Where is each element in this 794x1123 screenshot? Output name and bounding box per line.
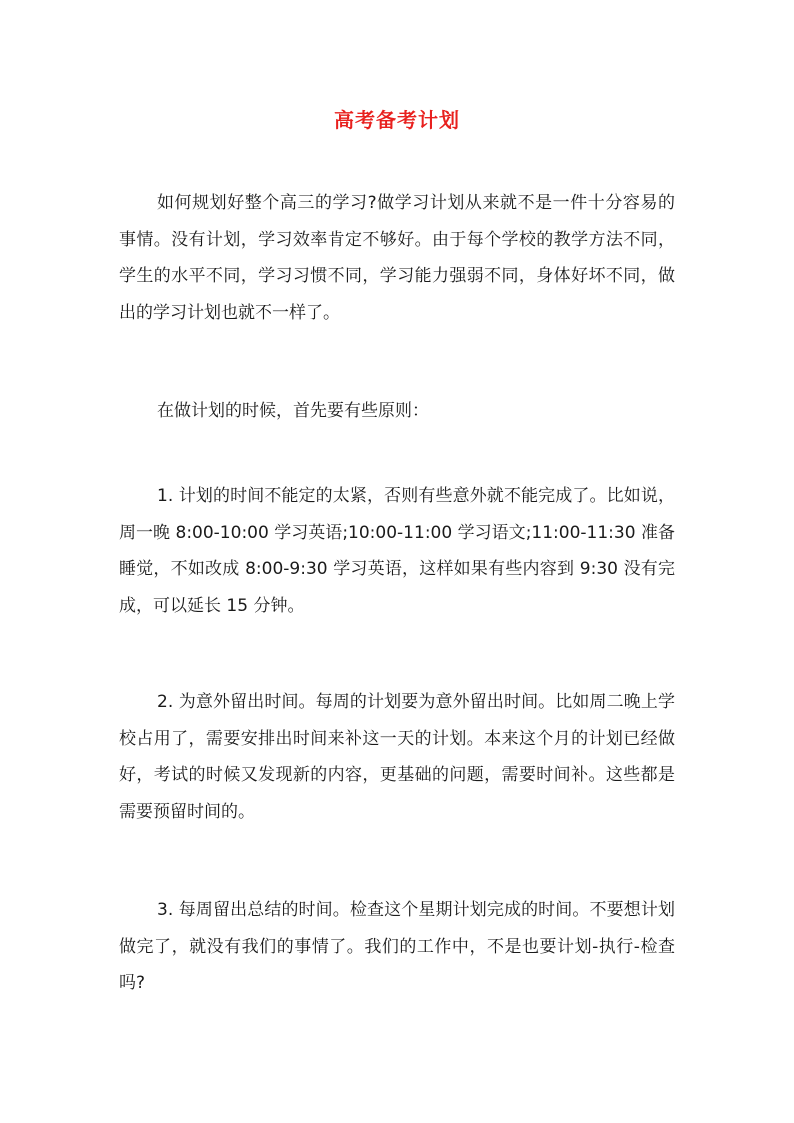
principle-1-paragraph: 1. 计划的时间不能定的太紧，否则有些意外就不能完成了。比如说，周一晚 8:00-10:00 学习英语;10:00-11:00 学习语文;11:00-11:30 准备睡觉，不如改成 8:00-9:30 学习英语，这样如果有些内容到 9:30 没有完成，可以延长 15 分钟。 (119, 486, 675, 616)
intro-paragraph: 如何规划好整个高三的学习?做学习计划从来就不是一件十分容易的事情。没有计划，学习效率肯定不够好。由于每个学校的教学方法不同，学生的水平不同，学习习惯不同，学习能力强弱不同，身体好坏不同，做出的学习计划也就不一样了。 (119, 193, 675, 323)
principles-heading-paragraph: 在做计划的时候，首先要有些原则： (157, 401, 429, 421)
principle-2-paragraph: 2. 为意外留出时间。每周的计划要为意外留出时间。比如周二晚上学校占用了，需要安排出时间来补这一天的计划。本来这个月的计划已经做好，考试的时候又发现新的内容，更基础的问题，需要时间补。这些都是需要预留时间的。 (119, 692, 675, 822)
document-title: 高考备考计划 (334, 108, 460, 132)
principle-3-paragraph: 3. 每周留出总结的时间。检查这个星期计划完成的时间。不要想计划做完了，就没有我们的事情了。我们的工作中，不是也要计划-执行-检查吗? (119, 900, 675, 993)
